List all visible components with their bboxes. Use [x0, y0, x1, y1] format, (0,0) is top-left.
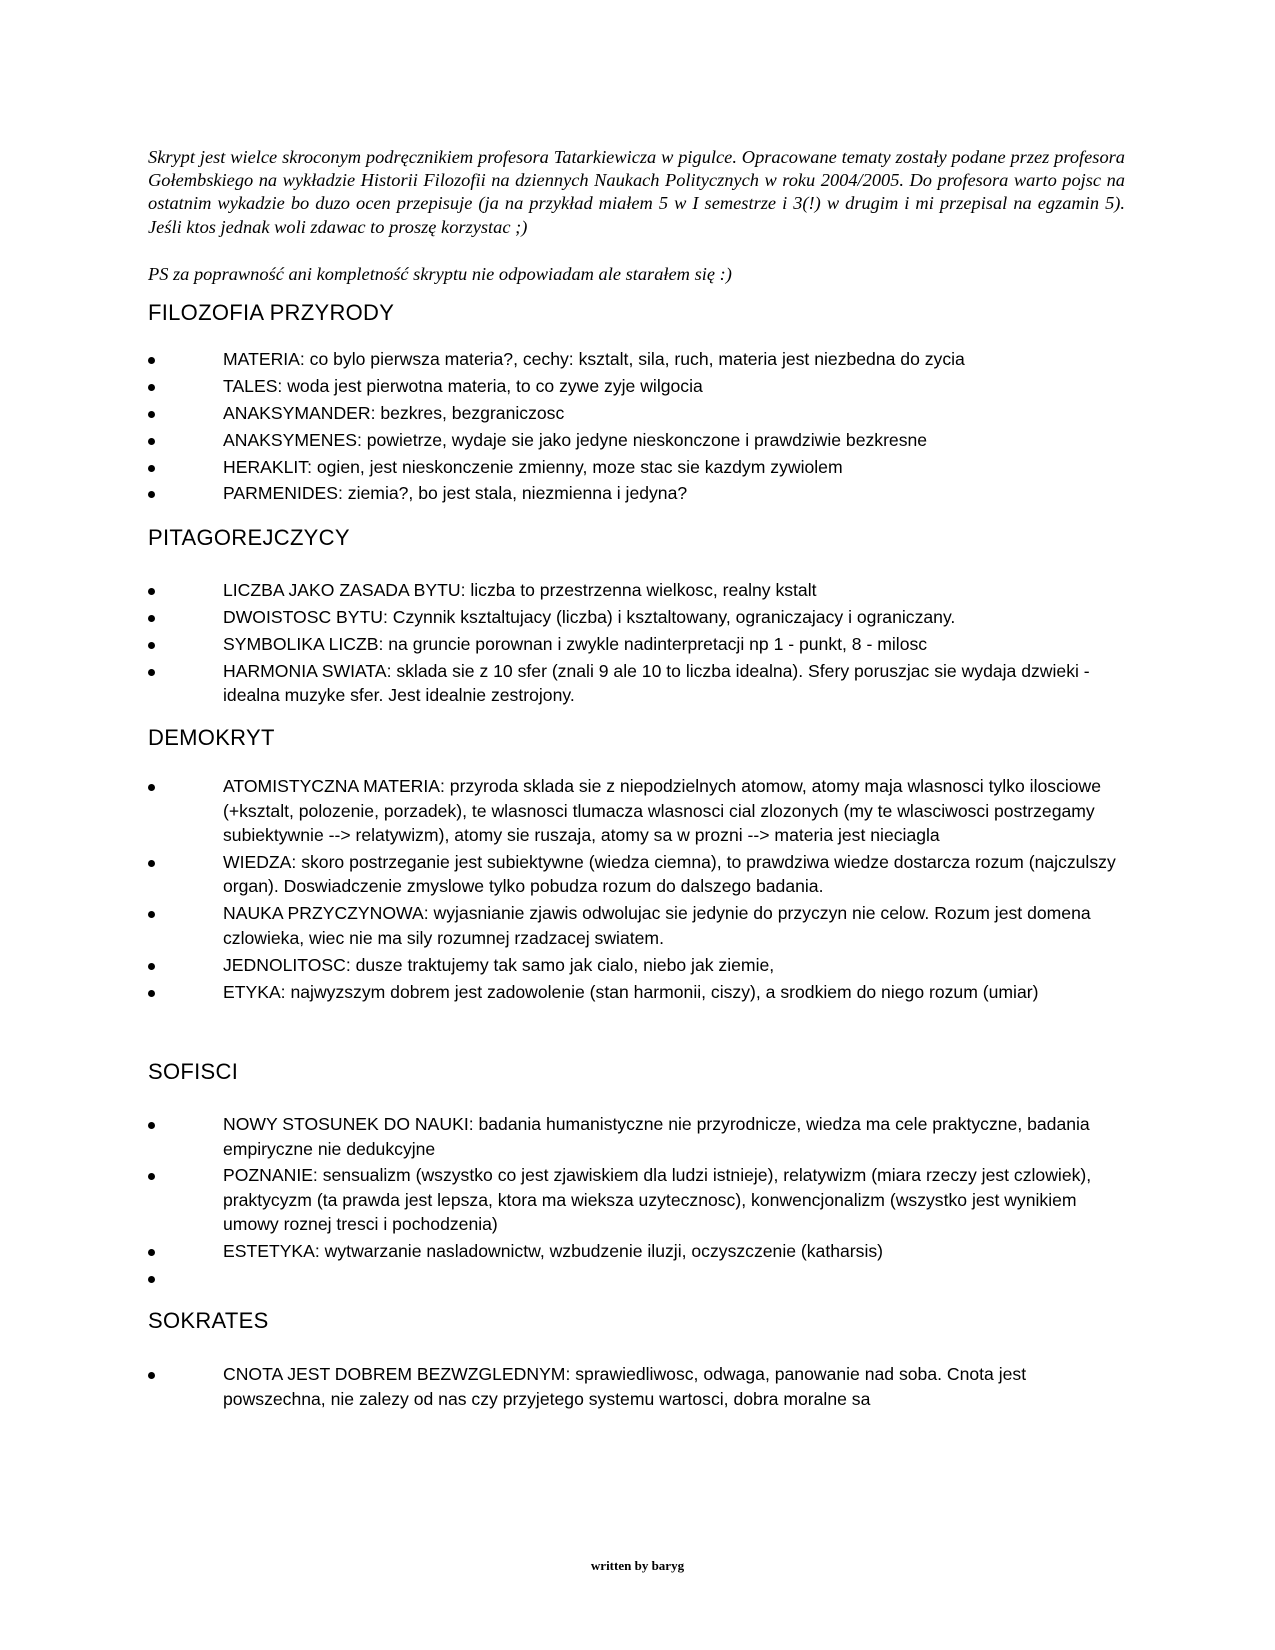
list-item-text: ANAKSYMANDER: bezkres, bezgraniczosc — [223, 402, 565, 423]
list-item — [148, 1112, 1125, 1161]
list-item-text: TALES: woda jest pierwotna materia, to co zywe zyje wilgocia — [223, 375, 703, 396]
section-title-pitagorejczycy: PITAGOREJCZYCY — [148, 525, 350, 550]
list-item-text: NAUKA PRZYCZYNOWA: wyjasnianie zjawis odwolujac sie jedynie do przyczyn nie celow. Rozum jest domena czlowieka, wiec nie ma sily rozumnej rzadzacej swiatem. — [223, 903, 1091, 948]
bullet-icon — [148, 411, 155, 418]
list-item — [148, 455, 1125, 480]
list-item-text: CNOTA JEST DOBREM BEZWZGLEDNYM: sprawiedliwosc, odwaga, panowanie nad soba. Cnota jest powszechna, nie zalezy od nas czy przyjetego systemu wartosci, dobra moralne sa — [223, 1364, 1027, 1409]
section-list-sokrates — [148, 1362, 1125, 1413]
list-item-text: HERAKLIT: ogien, jest nieskonczenie zmienny, moze stac sie kazdym zywiolem — [223, 456, 843, 477]
list-item — [148, 980, 1125, 1005]
list-item-text: MATERIA: co bylo pierwsza materia?, cechy: ksztalt, sila, ruch, materia jest niezbedna do zycia — [223, 349, 965, 369]
list-item-text: WIEDZA: skoro postrzeganie jest subiektywne (wiedza ciemna), to prawdziwa wiedze dostarcza rozum (najczulszy organ). Doswiadczenie zmyslowe tylko pobudza rozum do dalszego badania. — [223, 851, 1116, 897]
list-item-text: ANAKSYMENES: powietrze, wydaje sie jako jedyne nieskonczone i prawdziwie bezkresne — [223, 429, 928, 450]
bullet-icon — [148, 1276, 155, 1283]
bullet-icon — [148, 1249, 155, 1256]
bullet-icon — [148, 588, 155, 595]
section-title-demokryt: DEMOKRYT — [148, 725, 275, 750]
list-item-text: POZNANIE: sensualizm (wszystko co jest zjawiskiem dla ludzi istnieje), relatywizm (miara rzeczy jest czlowiek), praktycyzm (ta prawda jest lepsza, ktora ma wieksza uzytecznosc), konwencjonalizm (wszystko jest wynikiem umowy roznej tresci i pochodzenia) — [223, 1165, 1092, 1235]
list-item — [148, 428, 1125, 453]
bullet-icon — [148, 1372, 155, 1379]
list-item — [148, 481, 1125, 506]
bullet-icon — [148, 438, 155, 445]
list-item-text: NOWY STOSUNEK DO NAUKI: badania humanistyczne nie przyrodnicze, wiedza ma cele praktyczne, badania empiryczne nie dedukcyjne — [223, 1114, 1090, 1159]
list-item — [148, 1362, 1125, 1411]
intro-paragraph: Skrypt jest wielce skroconym podręcznikiem profesora Tatarkiewicza w pigulce. Opracowane tematy zostały podane przez profesora Gołembskiego na wykładzie Historii Filozofii na dziennych Naukach Politycznych w roku 2004/2005. Do profesora warto pojsc na ostatnim wykadzie bo duzo ocen przepisuje (ja na przykład miałem 5 w I semestrze i 3(!) w drugim i mi przepisal na egzamin 5). Jeśli ktos jednak woli zdawac to proszę korzystac ;) — [148, 147, 1125, 237]
list-item-text: DWOISTOSC BYTU: Czynnik ksztaltujacy (liczba) i ksztaltowany, ograniczajacy i ograniczany. — [223, 606, 956, 627]
bullet-icon — [148, 615, 155, 622]
list-item-text: SYMBOLIKA LICZB: na gruncie porownan i zwykle nadinterpretacji np 1 - punkt, 8 - milosc — [223, 633, 928, 654]
section-list-demokryt — [148, 774, 1125, 1006]
list-item — [148, 774, 1125, 848]
ps-note: PS za poprawność ani kompletność skryptu nie odpowiadam ale starałem się :) — [148, 264, 732, 284]
bullet-icon — [148, 491, 155, 498]
section-list-sofisci — [148, 1112, 1125, 1293]
list-item — [148, 659, 1125, 708]
list-item — [148, 374, 1125, 399]
bullet-icon — [148, 784, 155, 791]
bullet-icon — [148, 1122, 155, 1129]
list-item — [148, 901, 1125, 950]
bullet-icon — [148, 911, 155, 918]
bullet-icon — [148, 669, 155, 676]
list-item-text: JEDNOLITOSC: dusze traktujemy tak samo jak cialo, niebo jak ziemie, — [223, 954, 775, 975]
bullet-icon — [148, 642, 155, 649]
section-list-pitagorejczycy — [148, 578, 1125, 710]
page-footer: written by baryg — [590, 1558, 685, 1573]
section-list-filozofia-przyrody — [148, 347, 1125, 508]
section-title-sofisci: SOFISCI — [148, 1059, 239, 1084]
list-item — [148, 850, 1125, 899]
bullet-icon — [148, 1173, 155, 1180]
list-item-text: ATOMISTYCZNA MATERIA: przyroda sklada sie z niepodzielnych atomow, atomy maja wlasnosci tylko ilosciowe (+ksztalt, polozenie, porzadek), te wlasnosci tlumacza wlasnosci cial zlozonych (my te wlasciwosci postrzegamy subiektywnie --> relatywizm), atomy sie ruszaja, atomy sa w prozni --> materia jest nieciagla — [223, 776, 1102, 845]
bullet-icon — [148, 357, 155, 364]
list-item-text: PARMENIDES: ziemia?, bo jest stala, niezmienna i jedyna? — [223, 483, 688, 504]
list-item-text: ETYKA: najwyzszym dobrem jest zadowolenie (stan harmonii, ciszy), a srodkiem do niego rozum (umiar) — [223, 981, 1039, 1002]
bullet-icon — [148, 384, 155, 391]
list-item-text: ESTETYKA: wytwarzanie nasladownictw, wzbudzenie iluzji, oczyszczenie (katharsis) — [223, 1241, 884, 1262]
list-item — [148, 632, 1125, 657]
section-title-filozofia-przyrody: FILOZOFIA PRZYRODY — [148, 300, 395, 325]
list-item-text: HARMONIA SWIATA: sklada sie z 10 sfer (znali 9 ale 10 to liczba idealna). Sfery poruszjac sie wydaja dzwieki - idealna muzyke sfer. Jest idealnie zestrojony. — [223, 660, 1090, 706]
list-item — [148, 1266, 1125, 1291]
bullet-icon — [148, 963, 155, 970]
list-item — [148, 605, 1125, 630]
list-item — [148, 1163, 1125, 1237]
list-item — [148, 578, 1125, 603]
list-item — [148, 1239, 1125, 1264]
bullet-icon — [148, 990, 155, 997]
section-title-sokrates: SOKRATES — [148, 1308, 269, 1333]
list-item — [148, 347, 1125, 372]
list-item — [148, 401, 1125, 426]
bullet-icon — [148, 465, 155, 472]
bullet-icon — [148, 860, 155, 867]
list-item — [148, 953, 1125, 978]
list-item-text: LICZBA JAKO ZASADA BYTU: liczba to przestrzenna wielkosc, realny kstalt — [223, 580, 817, 600]
